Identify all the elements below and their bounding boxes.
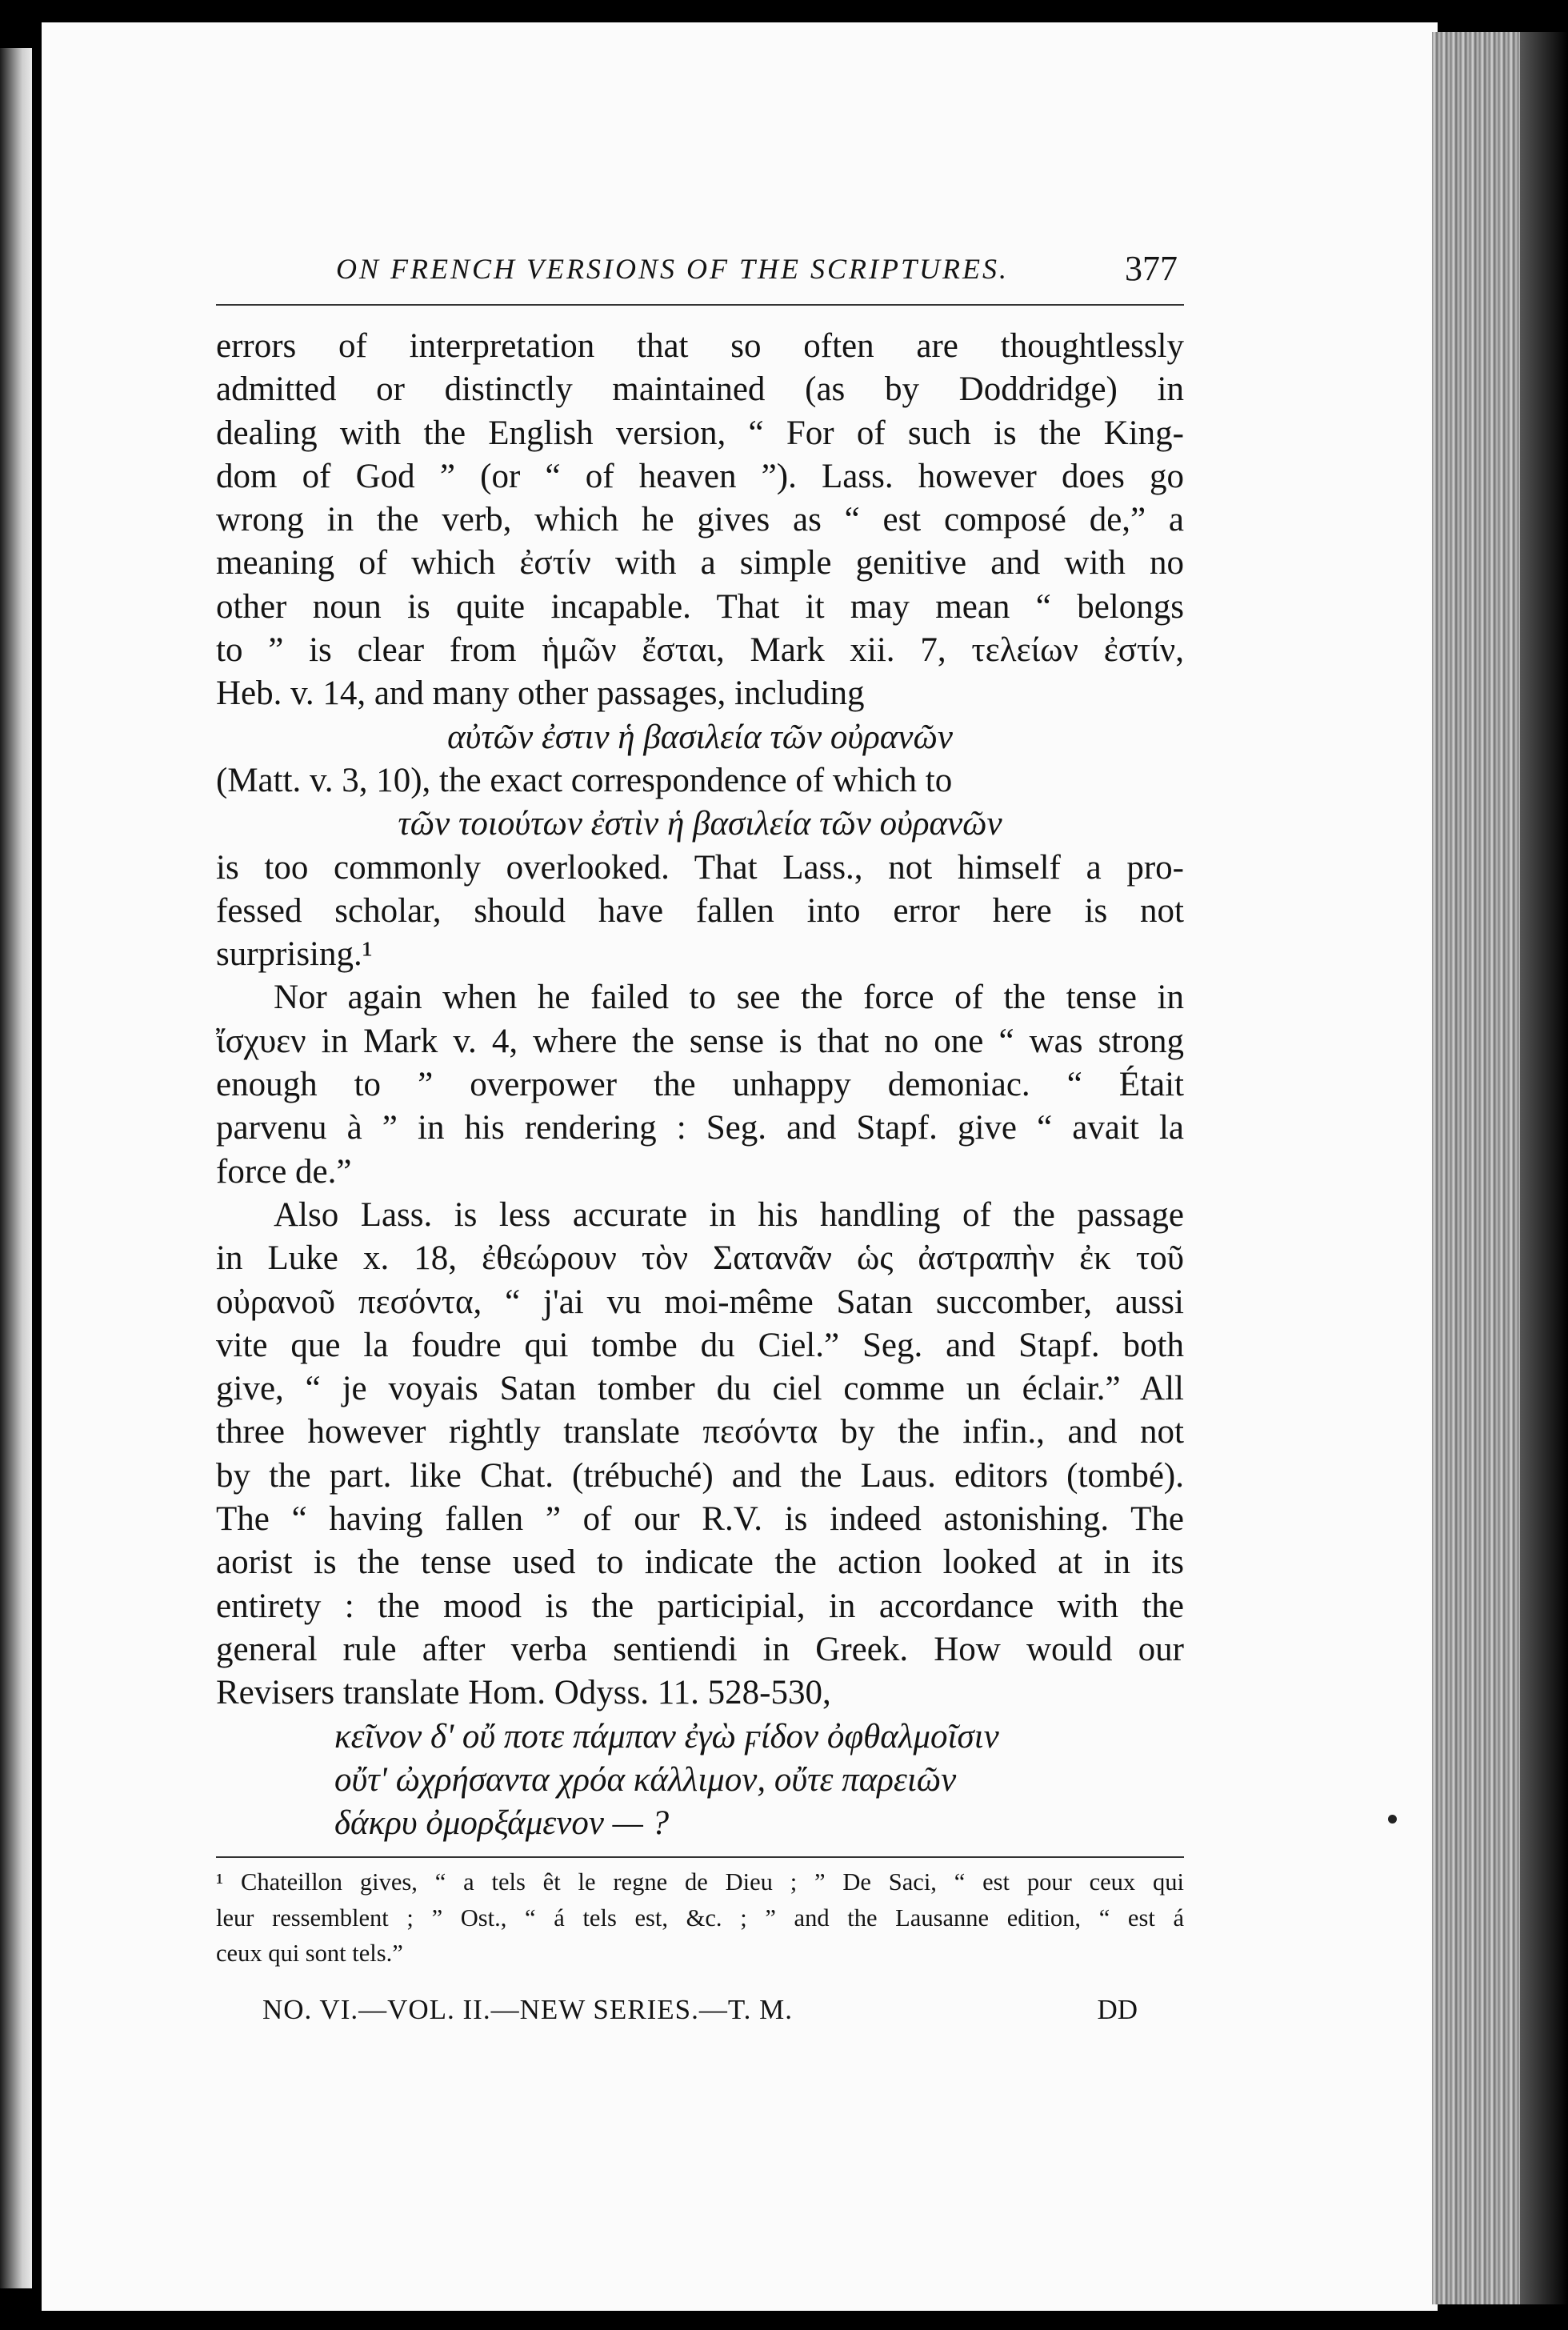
text-line: meaning of which ἐστίν with a simple genitive and with no [216, 544, 1184, 582]
text-line: wrong in the verb, which he gives as “ est composé de,” a [216, 501, 1184, 539]
text-line: give, “ je voyais Satan tomber du ciel comme un éclair.” All [216, 1370, 1184, 1408]
verse-line: οὔτ' ὠχρήσαντα χρόα κάλλιμον, οὔτε παρειῶν [334, 1760, 957, 1799]
footnote-line: leur ressemblent ; ” Ost., “ á tels est, &c. ; ” and the Lausanne edition, “ est á [216, 1904, 1184, 1932]
text-line: Heb. v. 14, and many other passages, including [216, 675, 865, 713]
text-line: vite que la foudre qui tombe du Ciel.” Seg. and Stapf. both [216, 1326, 1184, 1364]
signature-mark: DD [1097, 1993, 1138, 2025]
verse-line: δάκρυ ὀμορξάμενον — ? [334, 1804, 670, 1843]
text-line: fessed scholar, should have fallen into error here is not [216, 891, 1184, 930]
text-line: (Matt. v. 3, 10), the exact correspondence of which to [216, 761, 953, 799]
text-line: enough to ” overpower the unhappy demoniac. “ Était [216, 1066, 1184, 1104]
text-line: οὐρανοῦ πεσόντα, “ j'ai vu moi-même Satan succomber, aussi [216, 1283, 1184, 1321]
text-line: admitted or distinctly maintained (as by Doddridge) in [216, 370, 1184, 409]
text-line: dom of God ” (or “ of heaven ”). Lass. however does go [216, 457, 1184, 495]
text-line: general rule after verba sentiendi in Greek. How would our [216, 1630, 1184, 1668]
text-line: by the part. like Chat. (trébuché) and the Laus. editors (tombé). [216, 1456, 1184, 1495]
facing-page-edge [0, 48, 32, 2288]
body-text [216, 325, 1184, 1845]
signature-line [216, 1994, 1184, 2034]
running-header [216, 248, 1184, 306]
verse-line: κεῖνον δ' οὔ ποτε πάμπαν ἐγὼ ϝίδον ὀφθαλμοῖσιν [334, 1717, 999, 1756]
text-line: ἴσχυεν in Mark v. 4, where the sense is that no one “ was strong [216, 1022, 1184, 1060]
text-line: parvenu à ” in his rendering : Seg. and Stapf. give “ avait la [216, 1109, 1184, 1147]
text-line: The “ having fallen ” of our R.V. is indeed astonishing. The [216, 1500, 1184, 1539]
page-content [216, 248, 1184, 2034]
footnote-line: ¹ Chateillon gives, “ a tels êt le regne de Dieu ; ” De Saci, “ est pour ceux qui [216, 1868, 1184, 1896]
paragraph-start: Also Lass. is less accurate in his handling of the passage [274, 1195, 1184, 1234]
greek-quotation: αὐτῶν ἐστιν ἡ βασιλεία τῶν οὐρανῶν [447, 718, 953, 756]
text-line: surprising.¹ [216, 935, 373, 974]
greek-quotation: τῶν τοιούτων ἐστὶν ἡ βασιλεία τῶν οὐρανῶν [398, 805, 1002, 843]
text-line: aorist is the tense used to indicate the action looked at in its [216, 1543, 1184, 1582]
text-line: other noun is quite incapable. That it may mean “ belongs [216, 587, 1184, 626]
book-edge-shadow [1520, 32, 1568, 2304]
text-line: entirety : the mood is the participial, in accordance with the [216, 1587, 1184, 1625]
footnotes [216, 1864, 1184, 1972]
text-line: errors of interpretation that so often are thoughtlessly [216, 327, 1184, 365]
text-line: in Luke x. 18, ἐθεώρουν τὸν Σατανᾶν ὡς ἀστραπὴν ἐκ τοῦ [216, 1239, 1184, 1278]
text-line: is too commonly overlooked. That Lass., not himself a pro- [216, 848, 1184, 887]
signature-text: NO. VI.—VOL. II.—NEW SERIES.—T. M. [262, 1993, 793, 2025]
text-line: three however rightly translate πεσόντα by the infin., and not [216, 1413, 1184, 1451]
text-line: to ” is clear from ἡμῶν ἔσται, Mark xii. 7, τελείων ἐστίν, [216, 631, 1184, 670]
paragraph-start: Nor again when he failed to see the force of the tense in [274, 979, 1184, 1017]
text-line: Revisers translate Hom. Odyss. 11. 528-530, [216, 1674, 831, 1712]
page-block-edges [1432, 32, 1526, 2304]
footnote-line: ceux qui sont tels.” [216, 1940, 403, 1968]
running-title: ON FRENCH VERSIONS OF THE SCRIPTURES. [336, 253, 1009, 285]
ink-speck [1388, 1815, 1397, 1824]
text-line: force de.” [216, 1152, 352, 1191]
footnote-divider [216, 1856, 1184, 1858]
page-number: 377 [1125, 249, 1178, 288]
text-line: dealing with the English version, “ For of such is the King- [216, 414, 1184, 452]
